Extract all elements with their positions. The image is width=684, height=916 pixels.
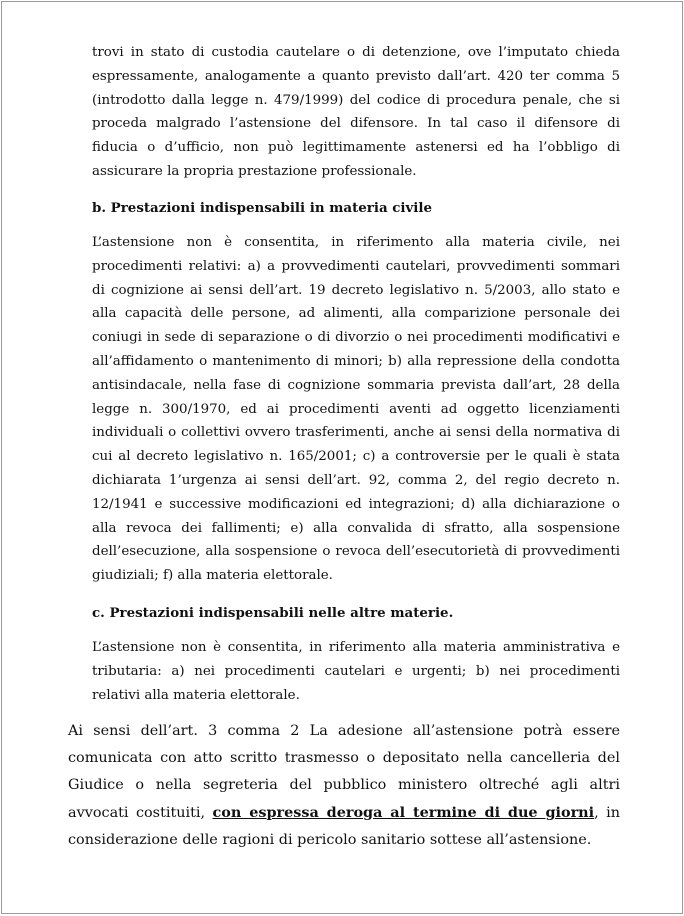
paragraph-adesione — [68, 718, 620, 854]
paragraph-adesione-tail: , in considerazione delle ragioni di pericolo sanitario sottese all’astensione. — [68, 805, 620, 848]
heading-materia-civile: b. Prestazioni indispensabili in materia civile — [92, 200, 432, 216]
deroga-emphasis: con espressa deroga al termine di due giorni — [212, 804, 595, 821]
paragraph-altre-materie: L’astensione non è consentita, in riferimento alla materia amministrativa e tributaria: a) nei procedimenti cautelari e urgenti; b) nei procedimenti relativi alla materia elettorale. — [92, 640, 620, 703]
paragraph-adesione-text: Ai sensi dell’art. 3 comma 2 La adesione all’astensione potrà essere comunicata con atto scritto trasmesso o depositato nella cancelleria del Giudice o nella segreteria del pubblico ministero oltreché agli altri avvocati costituiti, — [68, 723, 620, 821]
document-page — [1, 1, 683, 914]
paragraph-custodia: trovi in stato di custodia cautelare o di detenzione, ove l’imputato chieda espressamente, analogamente a quanto previsto dall’art. 420 ter comma 5 (introdotto dalla legge n. 479/1999) del codice di procedura penale, che si proceda malgrado l’astensione del difensore. In tal caso il difensore di fiducia o d’ufficio, non può legittimamente astenersi ed ha l’obbligo di assicurare la propria prestazione professionale. — [92, 45, 620, 179]
paragraph-materia-civile: L’astensione non è consentita, in riferimento alla materia civile, nei procedimenti relativi: a) a provvedimenti cautelari, provvedimenti sommari di cognizione ai sensi dell’art. 19 decreto legislativo n. 5/2003, allo stato e alla capacità delle persone, ad alimenti, alla comparizione personale dei coniugi in sede di separazione o di divorzio o nei procedimenti modificativi e all’affidamento o mantenimento di minori; b) alla repressione della condotta antisindacale, nella fase di cognizione sommaria prevista dall’art, 28 della legge n. 300/1970, ed ai procedimenti aventi ad oggetto licenziamenti individuali o collettivi ovvero trasferimenti, anche ai sensi della normativa di cui al decreto legislativo n. 165/2001; c) a controversie per le quali è stata dichiarata 1’urgenza ai sensi dell’art. 92, comma 2, del regio decreto n. 12/1941 e successive modificazioni ed integrazioni; d) alla dichiarazione o alla revoca dei fallimenti; e) alla convalida di sfratto, alla sospensione dell’esecuzione, alla sospensione o revoca dell’esecutorietà di provvedimenti giudiziali; f) alla materia elettorale. — [92, 235, 620, 584]
heading-altre-materie: c. Prestazioni indispensabili nelle altre materie. — [92, 605, 454, 621]
